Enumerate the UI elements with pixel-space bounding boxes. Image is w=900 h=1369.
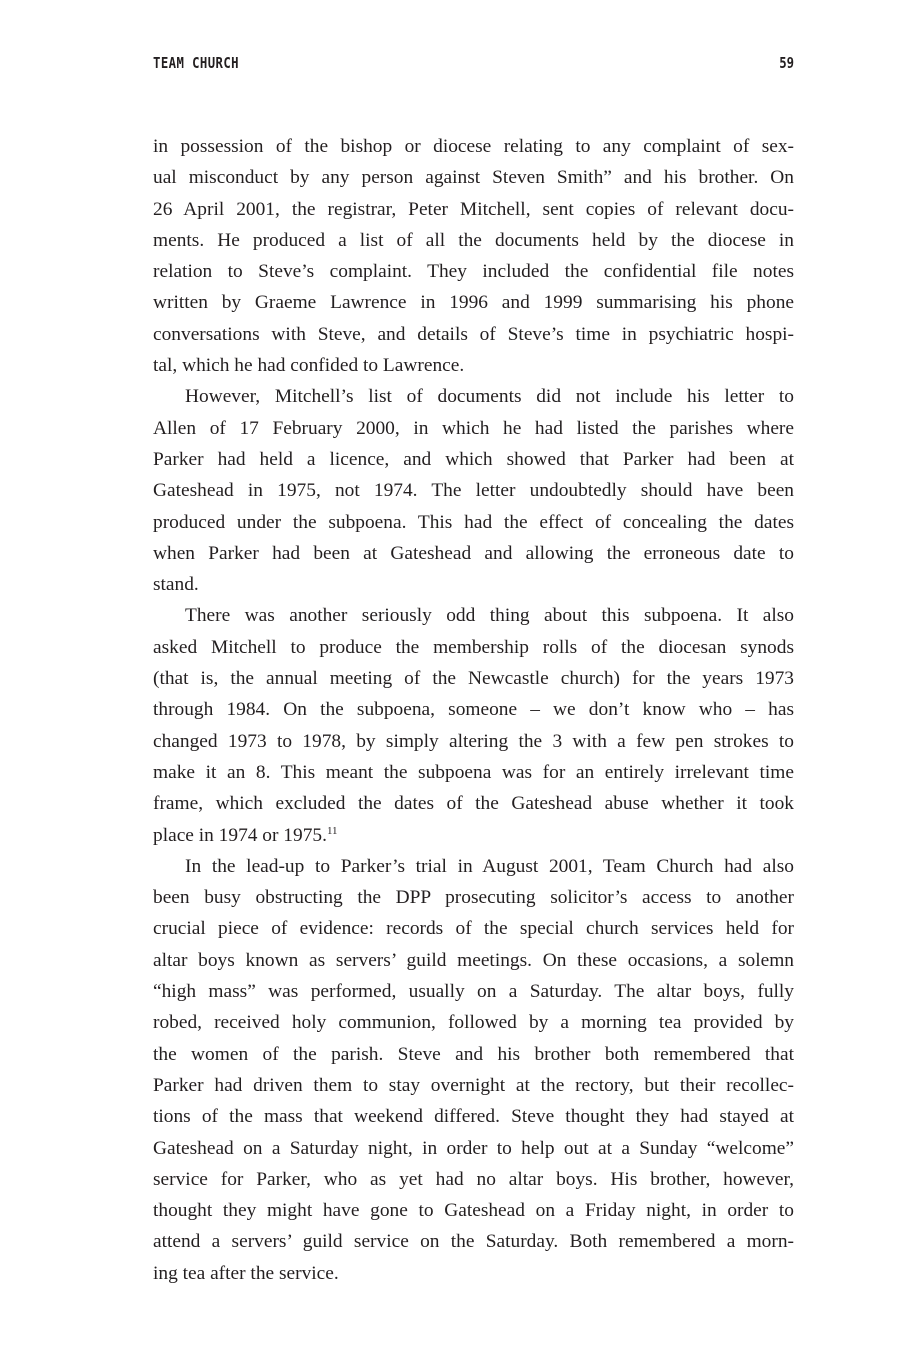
text-line: in possession of the bishop or diocese relating to any complaint of sex- [153,136,794,157]
paragraph [153,131,794,381]
text-line: thought they might have gone to Gateshead on a Friday night, in order to [153,1200,794,1222]
text-line: attend a servers’ guild service on the Saturday. Both remembered a morn- [153,1231,794,1253]
text-line: 26 April 2001, the registrar, Peter Mitchell, sent copies of relevant docu- [153,198,794,220]
text-line: However, Mitchell’s list of documents did not include his letter to [185,386,794,408]
text-line: changed 1973 to 1978, by simply altering the 3 with a few pen strokes to [153,730,794,752]
text-line: make it an 8. This meant the subpoena was for an entirely irrelevant time [153,761,794,783]
text-line: Parker had held a licence, and which showed that Parker had been at [153,448,794,470]
paragraph [153,851,794,1289]
paragraph [153,381,794,600]
text-line: written by Graeme Lawrence in 1996 and 1999 summarising his phone [153,292,794,314]
text-line: conversations with Steve, and details of Steve’s time in psychiatric hospi- [153,323,794,345]
text-line: through 1984. On the subpoena, someone – we don’t know who – has [153,699,794,721]
text-line: produced under the subpoena. This had the effect of concealing the dates [153,511,794,533]
body-text [153,131,794,1289]
text-line: Gateshead on a Saturday night, in order to help out at a Sunday “welcome” [153,1137,794,1159]
text-line: ing tea after the service. [153,1262,339,1284]
text-line: ual misconduct by any person against Steven Smith” and his brother. On [153,167,794,189]
page-number: 59 [779,54,794,72]
text-line: service for Parker, who as yet had no altar boys. His brother, however, [153,1168,794,1190]
text-line: altar boys known as servers’ guild meetings. On these occasions, a solemn [153,949,794,971]
text-line: ments. He produced a list of all the documents held by the diocese in [153,229,794,251]
text-line: frame, which excluded the dates of the Gateshead abuse whether it took [153,793,794,815]
text-line: when Parker had been at Gateshead and allowing the erroneous date to [153,542,794,564]
text-line: In the lead-up to Parker’s trial in August 2001, Team Church had also [185,855,794,877]
text-line: been busy obstructing the DPP prosecuting solicitor’s access to another [153,887,794,909]
text-line: Allen of 17 February 2000, in which he had listed the parishes where [153,417,794,439]
running-head: TEAM CHURCH [153,54,239,72]
text-line: Parker had driven them to stay overnight at the rectory, but their recollec- [153,1074,794,1096]
text-line: (that is, the annual meeting of the Newcastle church) for the years 1973 [153,668,794,690]
text-line: asked Mitchell to produce the membership rolls of the diocesan synods [153,636,794,658]
text-line: “high mass” was performed, usually on a Saturday. The altar boys, fully [153,981,794,1003]
text-line: tal, which he had confided to Lawrence. [153,355,465,377]
text-line: Gateshead in 1975, not 1974. The letter undoubtedly should have been [153,480,794,502]
text-line: relation to Steve’s complaint. They included the confidential file notes [153,261,794,283]
text-line: crucial piece of evidence: records of the special church services held for [153,918,794,940]
text-line-content: place in 1974 or 1975. [153,824,327,846]
text-line: tions of the mass that weekend differed. Steve thought they had stayed at [153,1106,794,1128]
text-line: There was another seriously odd thing about this subpoena. It also [185,605,794,627]
text-line [153,820,794,851]
footnote-reference[interactable]: 11 [326,824,338,837]
text-line: the women of the parish. Steve and his brother both remembered that [153,1043,794,1065]
text-line: robed, received holy communion, followed by a morning tea provided by [153,1012,794,1034]
text-line: stand. [153,574,199,596]
paragraph [153,600,794,850]
